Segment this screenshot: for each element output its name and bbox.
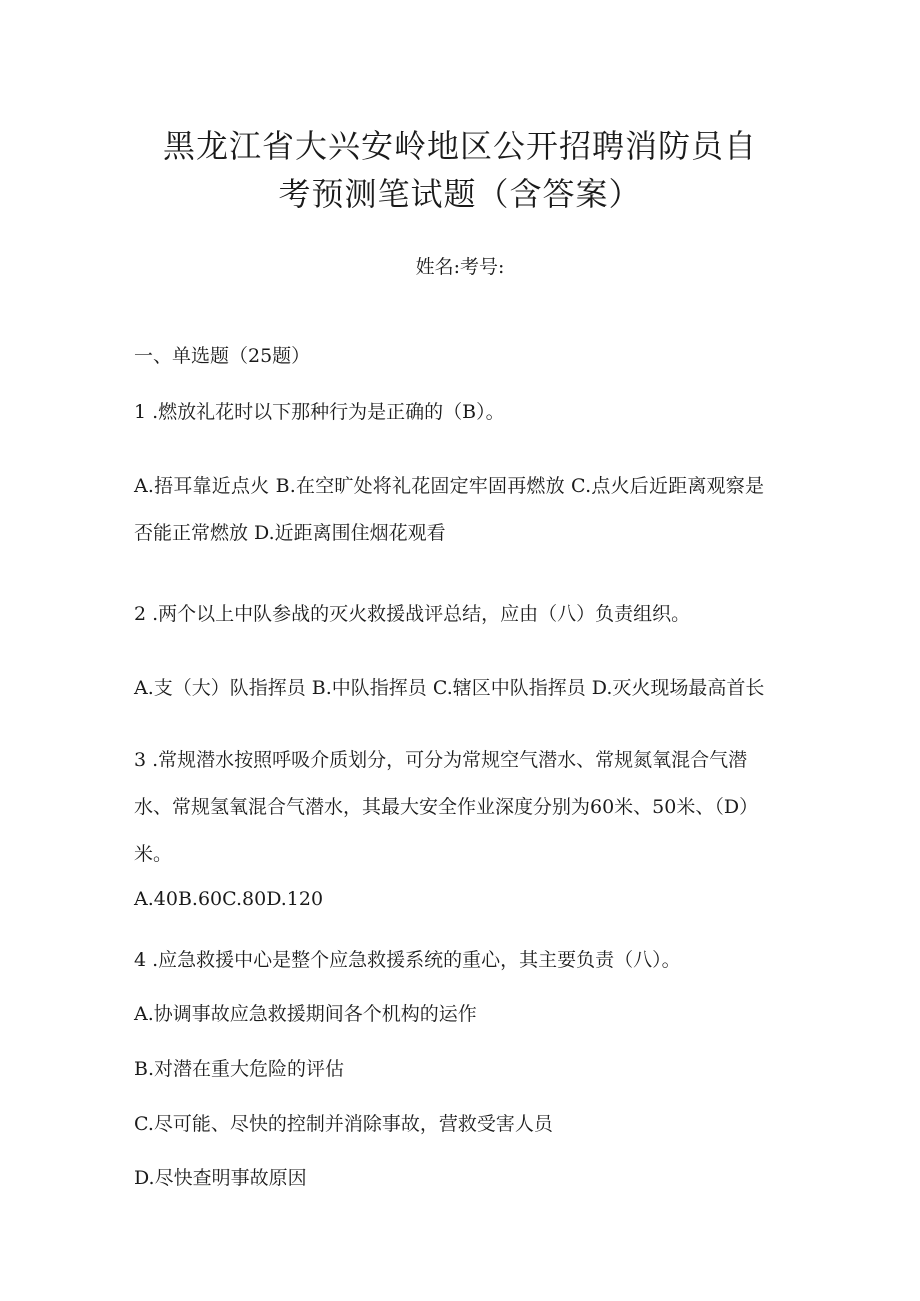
question-stem: 米。 — [134, 843, 173, 865]
question-stem: 2 .两个以上中队参战的灭火救援战评总结，应由（八）负责组织。 — [134, 603, 691, 625]
question-option-a: A.协调事故应急救援期间各个机构的运作 — [134, 1003, 477, 1025]
question-options: A.捂耳靠近点火 B.在空旷处将礼花固定牢固再燃放 C.点火后近距离观察是 — [134, 475, 765, 497]
document-title-line-2: 考预测笔试题（含答案） — [278, 175, 642, 213]
section-heading: 一、单选题（25题） — [134, 345, 311, 367]
name-id-label: 姓名:考号: — [415, 256, 505, 278]
question-option-c: C.尽可能、尽快的控制并消除事故，营救受害人员 — [134, 1113, 553, 1135]
question-option-b: B.对潜在重大危险的评估 — [134, 1058, 345, 1080]
document-title-line-1: 黑龙江省大兴安岭地区公开招聘消防员自 — [162, 127, 757, 165]
question-stem: 4 .应急救援中心是整个应急救援系统的重心，其主要负责（八）。 — [134, 949, 681, 971]
question-options: A.支（大）队指挥员 B.中队指挥员 C.辖区中队指挥员 D.灭火现场最高首长 — [134, 677, 765, 699]
question-option-d: D.尽快查明事故原因 — [134, 1167, 307, 1189]
question-stem: 1 .燃放礼花时以下那种行为是正确的（B）。 — [134, 401, 505, 423]
question-stem: 水、常规氢氧混合气潜水，其最大安全作业深度分别为60米、50米、（D） — [134, 796, 759, 818]
question-stem: 3 .常规潜水按照呼吸介质划分，可分为常规空气潜水、常规氮氧混合气潜 — [134, 749, 748, 771]
question-options: A.40B.60C.80D.120 — [134, 888, 324, 910]
question-options: 否能正常燃放 D.近距离围住烟花观看 — [134, 522, 446, 544]
